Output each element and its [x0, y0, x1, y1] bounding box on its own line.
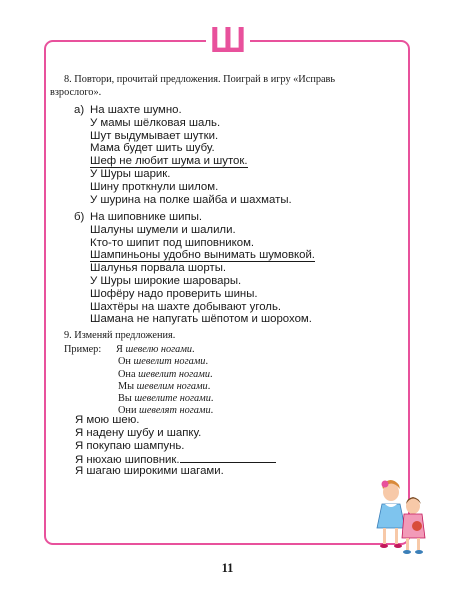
sentence: Я надену шубу и шапку. — [75, 426, 202, 439]
sentence: Шофёру надо проверить шины. — [90, 287, 258, 300]
example-pronoun: Я — [116, 344, 123, 355]
example-period: . — [210, 393, 214, 405]
children-illustration — [373, 476, 429, 558]
letter-heading: Ш — [209, 19, 247, 60]
page-number: 11 — [221, 561, 234, 575]
example-verb: шевелите ногами — [134, 393, 211, 405]
section-a — [74, 104, 292, 206]
sentence: Шалуны шумели и шалили. — [90, 223, 236, 236]
task-9-title: 9. Изменяй предложения. — [64, 330, 176, 341]
example-pronoun: Вы — [118, 393, 132, 405]
section-c — [75, 414, 276, 478]
example-period: . — [205, 356, 209, 368]
example-pronoun: Он — [118, 356, 131, 368]
answer-blank — [180, 452, 276, 463]
example-pronoun: Они — [118, 405, 137, 417]
example-verb: шевелят ногами — [139, 405, 211, 417]
example-period: . — [207, 380, 211, 392]
section-b — [74, 211, 315, 326]
example-pronoun: Мы — [118, 380, 135, 392]
example-verb: шевелим ногами — [136, 380, 208, 392]
task-8-line-2: взрослого». — [50, 86, 102, 98]
sentence: Шахтёры на шахте добывают уголь. — [90, 300, 282, 313]
sentence: Шалунья порвала шорты. — [90, 262, 227, 275]
sentence: У Шуры широкие шаровары. — [90, 274, 242, 287]
sentence: Шамана не напугать шёпотом и шорохом. — [90, 313, 312, 326]
sentence: На шиповнике шипы. — [90, 211, 203, 223]
sentence: Я нюхаю шиповник. — [75, 454, 180, 467]
example-period: . — [192, 344, 195, 355]
example-verb: шевелю ногами — [125, 344, 193, 355]
sentence: Кто-то шипит под шиповником. — [90, 236, 255, 249]
example-label: Пример: — [64, 344, 102, 355]
section-a-mark: а) — [74, 104, 85, 116]
sentence: Шут выдумывает шутки. — [90, 129, 219, 142]
example-verb: шевелит ногами — [133, 356, 206, 368]
example-period: . — [210, 368, 213, 380]
sentence: Я покупаю шампунь. — [75, 439, 185, 452]
sentence-underlined: Шампиньоны удобно вынимать шумовкой. — [90, 249, 315, 262]
task-8-line-1: 8. Повтори, прочитай предложения. Поиграй в игру «Исправь — [64, 74, 336, 85]
sentence: На шахте шумно. — [90, 104, 182, 116]
sentence-underlined: Шеф не любит шума и шуток. — [90, 155, 248, 168]
example-pronoun: Она — [118, 368, 136, 380]
sentence: Я шагаю широкими шагами. — [75, 465, 224, 478]
sentence: У шурина на полке шайба и шахматы. — [90, 193, 292, 206]
sentence: Мама будет шить шубу. — [90, 142, 215, 155]
sentence: Я мою шею. — [75, 414, 140, 426]
letter-badge — [206, 19, 250, 60]
example-period: . — [210, 405, 214, 417]
task-9-example — [64, 344, 213, 418]
task-8-instruction — [50, 74, 382, 99]
section-b-mark: б) — [74, 211, 85, 223]
sentence: У Шуры шарик. — [90, 167, 171, 180]
example-verb: шевелит ногами — [138, 368, 211, 380]
sentence: У мамы шёлковая шаль. — [90, 116, 221, 129]
sentence: Шину проткнули шилом. — [90, 180, 219, 193]
